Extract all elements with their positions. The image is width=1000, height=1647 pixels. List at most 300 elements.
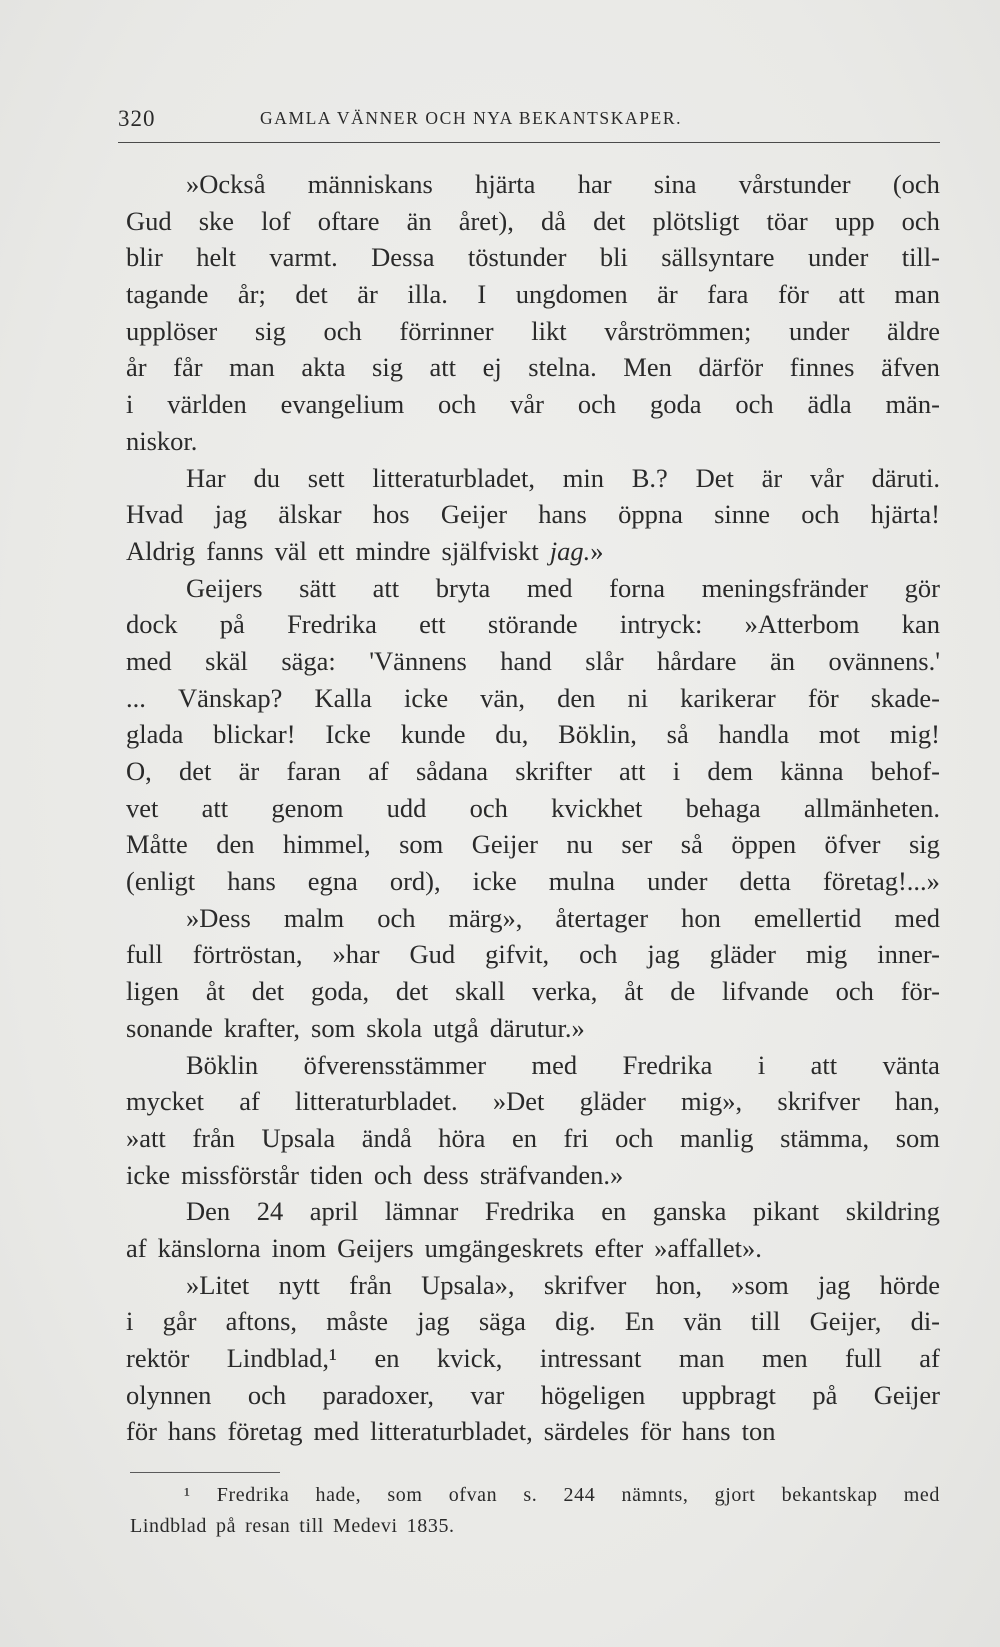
word: för (640, 1416, 672, 1447)
word: förtröstan, (192, 939, 303, 970)
word: skrifver (543, 1269, 627, 1300)
word: bryta (435, 572, 491, 603)
word: hand (500, 645, 552, 676)
word: dig. (555, 1306, 596, 1337)
word: Aldrig (126, 535, 196, 566)
word: gjort (714, 1484, 756, 1506)
word: från (192, 1122, 235, 1153)
word: sällsyntare (661, 242, 775, 273)
word: vår (510, 389, 545, 420)
word: plötsligt (652, 205, 740, 236)
word: sträfvanden.» (479, 1159, 624, 1190)
word: de (670, 976, 696, 1007)
body-line (126, 1010, 940, 1047)
word: I (477, 279, 487, 310)
word: »Dess (186, 902, 251, 933)
word: det (593, 205, 626, 236)
word: känslorna (157, 1232, 261, 1263)
header-rule (118, 142, 940, 143)
word: hans (227, 866, 276, 897)
body-line (126, 1340, 940, 1377)
word: återtager (555, 902, 649, 933)
word: hans (167, 1416, 217, 1447)
word: »Litet (186, 1269, 250, 1300)
word: inner- (877, 939, 940, 970)
word: år (126, 352, 147, 383)
body-line (126, 936, 940, 973)
word: dem (707, 756, 754, 786)
word: man (229, 352, 275, 383)
word: Geijers (186, 572, 263, 603)
body-line (126, 239, 940, 276)
word: öppna (618, 499, 683, 530)
word: med (313, 1416, 360, 1447)
word: ligen (126, 976, 179, 1007)
word: ovännens.' (828, 645, 940, 676)
word: resan (245, 1515, 291, 1537)
word: gläder (579, 1086, 646, 1117)
word: och (323, 315, 362, 346)
word: Kalla (314, 682, 372, 713)
body-line (126, 1303, 940, 1340)
word: april (309, 1196, 359, 1227)
word: aftons, (225, 1306, 298, 1337)
word: det (179, 756, 212, 786)
word: är (238, 756, 260, 786)
word: ett (317, 535, 345, 566)
word: och (247, 1379, 287, 1410)
body-line (126, 166, 940, 203)
body-line (126, 1413, 940, 1450)
word: ¹ (184, 1484, 191, 1506)
word: O, (126, 756, 152, 786)
word: kvickhet (551, 792, 643, 823)
word: men (761, 1343, 808, 1373)
body-line (126, 826, 940, 863)
body-line (126, 276, 940, 313)
body-line (126, 1230, 940, 1267)
word: af (368, 756, 389, 786)
word: vän (683, 1306, 722, 1337)
word: akta (301, 352, 346, 383)
word: finnes (789, 352, 855, 383)
word: hade, (315, 1484, 362, 1506)
word: vår (809, 462, 844, 493)
word: och (901, 205, 940, 236)
word: litteraturbladet. (295, 1086, 458, 1117)
word: till (750, 1306, 781, 1337)
word: äfven (881, 352, 940, 383)
word: »Atterbom (744, 609, 860, 640)
word: upp (834, 205, 875, 236)
word: intressant (539, 1343, 642, 1373)
word: skrifter (515, 756, 592, 786)
word: som (895, 1122, 940, 1153)
word: slår (585, 645, 624, 676)
word: Fredrika (484, 1196, 575, 1227)
footnote-line (130, 1511, 940, 1542)
word: dock (126, 609, 178, 640)
word: på (219, 609, 245, 640)
word: märg», (448, 902, 523, 933)
word: kvick, (436, 1343, 503, 1373)
word: blickar! (213, 719, 296, 750)
word: en (601, 1196, 627, 1227)
word: lof (261, 205, 291, 236)
word: B.? (631, 462, 668, 493)
word: varmt. (269, 242, 338, 273)
footnote-line (130, 1480, 940, 1511)
word: skrifver (777, 1086, 860, 1117)
word: nytt (278, 1269, 320, 1300)
word: mig! (889, 719, 940, 750)
word: mulna (548, 866, 616, 897)
word: jag.» (549, 535, 604, 566)
word: Fredrika (216, 1484, 290, 1506)
word: företag!...» (822, 866, 940, 897)
word: hans (682, 1416, 731, 1447)
word: hjärta (475, 169, 536, 199)
word: Böklin (186, 1049, 259, 1080)
word: kunde (400, 719, 466, 750)
word: och (615, 1122, 654, 1153)
body-line (126, 313, 940, 350)
word: den (557, 682, 596, 713)
word: udd (386, 792, 427, 823)
word: jag (647, 939, 680, 970)
word: åt (205, 976, 225, 1007)
word: af (126, 1232, 147, 1263)
word: ser (621, 829, 653, 860)
word: Geijers (337, 1232, 414, 1263)
word: Dessa (371, 242, 435, 273)
word: sonande (126, 1012, 213, 1043)
footnote-rule (130, 1472, 280, 1473)
word: Gud (126, 205, 172, 236)
word: helt (196, 242, 236, 273)
word: män- (885, 389, 940, 420)
word: forna (609, 572, 666, 603)
word: töar (766, 205, 808, 236)
word: hörde (879, 1269, 940, 1300)
word: måste (326, 1306, 389, 1337)
word: för- (900, 976, 940, 1007)
word: töstunder (467, 242, 567, 273)
word: därför (698, 352, 764, 383)
word: sig (372, 352, 403, 383)
word: 24 (256, 1196, 284, 1227)
word: full (126, 939, 163, 970)
word: särdeles (543, 1416, 630, 1447)
word: i (126, 1306, 134, 1337)
word: Fredrika (287, 609, 377, 640)
word: därutur.» (489, 1012, 585, 1043)
word: »Det (492, 1086, 545, 1117)
word: lifvande (722, 976, 809, 1007)
word: niskor. (126, 425, 198, 456)
word: mot (818, 719, 861, 750)
word: allmänheten. (803, 792, 940, 823)
word: di- (910, 1306, 940, 1337)
word: »som (731, 1269, 789, 1300)
word: en (511, 1122, 537, 1153)
word: Gud (409, 939, 456, 970)
word: som (399, 829, 444, 860)
word: 'Vännens (369, 645, 467, 676)
word: goda (650, 389, 702, 420)
word: ganska (652, 1196, 727, 1227)
body-line (126, 643, 940, 680)
word: är (761, 462, 783, 493)
word: litteraturbladet, (372, 462, 535, 493)
word: manlig (679, 1122, 754, 1153)
word: gör (904, 572, 940, 603)
body-line (126, 1377, 940, 1414)
word: gifvit, (485, 939, 550, 970)
word: känna (780, 756, 844, 786)
word: Upsala (261, 1122, 336, 1153)
word: vårströmmen; (604, 315, 752, 346)
word: »att (126, 1122, 166, 1153)
body-line (126, 863, 940, 900)
body-line (126, 1120, 940, 1157)
word: är (657, 279, 678, 310)
body-line (126, 716, 940, 753)
word: intryck: (619, 609, 703, 640)
word: Geijer (440, 499, 508, 530)
word: ädla (807, 389, 852, 420)
word: i (672, 756, 681, 786)
word: nämnts, (621, 1484, 689, 1506)
word: att (619, 756, 646, 786)
word: som (387, 1484, 423, 1506)
word: Geijer (471, 829, 538, 860)
word: upplöser (126, 315, 218, 346)
word: ej (482, 352, 502, 383)
word: så (666, 719, 689, 750)
page-number: 320 (118, 106, 156, 131)
word: Men (623, 352, 672, 383)
page-header (118, 100, 940, 134)
word: med (894, 902, 940, 933)
word: sina (653, 169, 697, 199)
word: till (299, 1515, 324, 1537)
word: af (919, 1343, 940, 1373)
word: dess (423, 1159, 469, 1190)
word: pikant (752, 1196, 820, 1227)
word: den (216, 829, 255, 860)
body-line (126, 1047, 940, 1084)
word: då (540, 205, 566, 236)
body-line (126, 533, 940, 570)
word: oftare (317, 205, 380, 236)
word: goda, (310, 976, 370, 1007)
word: har (577, 169, 612, 199)
word: hans (538, 499, 587, 530)
word: bli (599, 242, 628, 273)
word: hårdare (657, 645, 737, 676)
word: skola (366, 1012, 423, 1043)
word: med (903, 1484, 940, 1506)
word: hjärta! (870, 499, 940, 530)
body-line (126, 753, 940, 790)
word: skildring (845, 1196, 940, 1227)
word: Geijer (873, 1379, 940, 1410)
body-line (126, 203, 940, 240)
word: ske (198, 205, 235, 236)
word: min (562, 462, 604, 493)
word: med (126, 645, 172, 676)
word: öfverensstämmer (303, 1049, 487, 1080)
word: evangelium (280, 389, 405, 420)
word: tagande (126, 279, 209, 310)
word: en (374, 1343, 400, 1373)
word: älskar (278, 499, 342, 530)
word: missförstår (181, 1159, 299, 1190)
word: Vänskap? (177, 682, 283, 713)
word: hon (681, 902, 721, 933)
word: världen (167, 389, 247, 420)
body-line (126, 386, 940, 423)
word: stämma, (780, 1122, 870, 1153)
word: sinne (714, 499, 771, 530)
word: på (812, 1379, 838, 1410)
word: sig (908, 829, 940, 860)
word: till- (901, 242, 940, 273)
word: för (777, 279, 809, 310)
word: öfver (824, 829, 881, 860)
word: sig (254, 315, 286, 346)
word: och (438, 389, 477, 420)
word: äldre (887, 315, 940, 346)
word: fanns (206, 535, 264, 566)
word: behof- (870, 756, 940, 786)
word: utgå (433, 1012, 479, 1043)
word: Har (186, 462, 226, 493)
word: som (311, 1012, 356, 1043)
word: företag (227, 1416, 303, 1447)
word: behaga (685, 792, 761, 823)
word: och (577, 389, 617, 420)
word: blir (126, 242, 163, 273)
word: i (126, 389, 134, 420)
footnotes (130, 1480, 940, 1542)
word: Lindblad,¹ (226, 1343, 337, 1373)
word: du (253, 462, 280, 493)
word: vet (126, 792, 159, 823)
word: man (894, 279, 940, 310)
word: under (807, 242, 869, 273)
word: af (239, 1086, 260, 1117)
word: Lindblad (130, 1515, 208, 1537)
word: mig (805, 939, 848, 970)
word: litteraturbladet, (370, 1416, 533, 1447)
word: störande (487, 609, 578, 640)
word: man (678, 1343, 725, 1373)
word: och (835, 976, 874, 1007)
word: En (624, 1306, 655, 1337)
word: säga (478, 1306, 526, 1337)
word: efter (594, 1232, 644, 1263)
word: »har (332, 939, 380, 970)
word: (och (892, 169, 940, 199)
word: hos (372, 499, 410, 530)
word: går (162, 1306, 197, 1337)
word: under (647, 866, 708, 897)
word: gläder (709, 939, 776, 970)
body-line (126, 1083, 940, 1120)
word: än (769, 645, 795, 676)
word: faran (286, 756, 341, 786)
word: mindre (355, 535, 431, 566)
word: detta (739, 866, 791, 897)
word: höra (438, 1122, 486, 1153)
word: fara (707, 279, 749, 310)
word: inom (271, 1232, 327, 1263)
word: Upsala», (421, 1269, 515, 1300)
word: full (845, 1343, 882, 1373)
word: och (373, 1159, 413, 1190)
word: Icke (325, 719, 371, 750)
word: emellertid (753, 902, 862, 933)
word: förrinner (399, 315, 494, 346)
word: lämnar (384, 1196, 459, 1227)
word: Böklin, (558, 719, 637, 750)
word: högeligen (540, 1379, 646, 1410)
word: att (372, 572, 400, 603)
word: året), (458, 205, 514, 236)
word: uppbragt (681, 1379, 776, 1410)
word: ungdomen (515, 279, 628, 310)
word: Fredrika (622, 1049, 713, 1080)
word: jag (214, 499, 248, 530)
word: 1835. (406, 1515, 455, 1537)
word: väl (274, 535, 307, 566)
word: olynnen (126, 1379, 212, 1410)
body-line (126, 790, 940, 827)
word: »affallet». (654, 1232, 762, 1263)
body-line (126, 1193, 940, 1230)
word: icke (403, 682, 449, 713)
word: Geijer, (809, 1306, 882, 1337)
word: att (201, 792, 229, 823)
word: du, (495, 719, 529, 750)
word: säga: (281, 645, 336, 676)
word: med (526, 572, 573, 603)
word: själfviskt (441, 535, 539, 566)
word: ofvan (448, 1484, 498, 1506)
word: Medevi (332, 1515, 398, 1537)
word: ändå (361, 1122, 412, 1153)
word: och (801, 499, 840, 530)
word: att (429, 352, 457, 383)
body-line (126, 570, 940, 607)
word: från (349, 1269, 392, 1300)
word: jag (817, 1269, 851, 1300)
word: »Också (186, 169, 266, 199)
word: icke (472, 866, 517, 897)
word: rektör (126, 1343, 190, 1373)
word: människans (307, 169, 433, 199)
word: att (810, 1049, 838, 1080)
body-line (126, 349, 940, 386)
word: (enligt (126, 866, 196, 897)
word: vårstunder (738, 169, 851, 199)
word: genom (271, 792, 344, 823)
word: mycket (126, 1086, 204, 1117)
word: mig», (681, 1086, 743, 1117)
word: nu (566, 829, 593, 860)
